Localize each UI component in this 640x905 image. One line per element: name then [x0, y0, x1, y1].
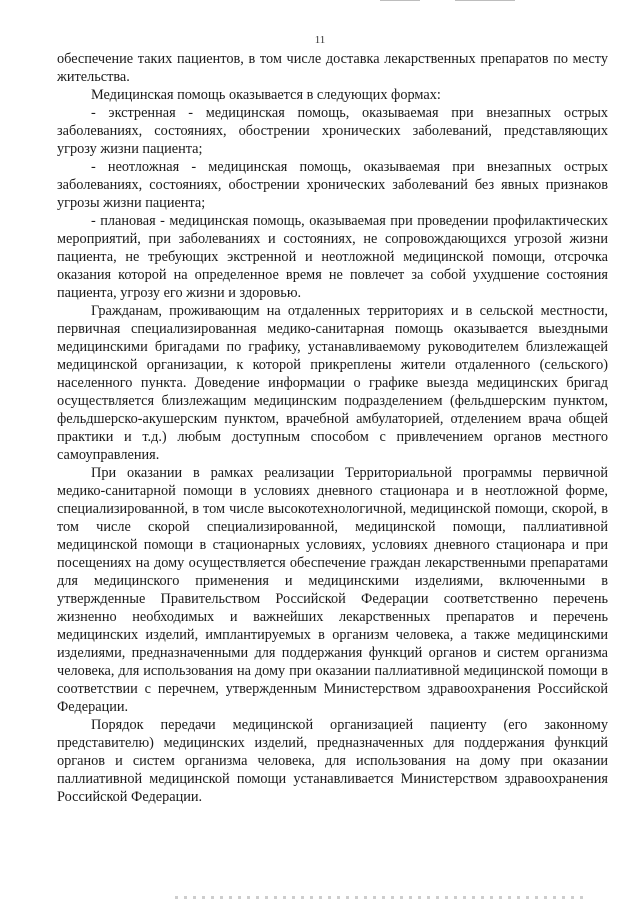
paragraph-8: Порядок передачи медицинской организацией пациенту (его законному представителю) медицинских изделий, предназначенных для поддержания функций органов и систем организма человека, для использования на дому при оказании паллиативной медицинской помощи устанавливается Министерством здравоохранения Российской Федерации.: [57, 717, 608, 805]
page-number: 11: [314, 34, 326, 46]
scan-bottom-noise: [175, 896, 585, 899]
scan-top-mark: [380, 0, 420, 1]
paragraph-2: Медицинская помощь оказывается в следующих формах:: [91, 87, 441, 103]
paragraph-1: обеспечение таких пациентов, в том числе доставка лекарственных препаратов по месту жительства.: [57, 51, 608, 85]
scan-top-mark-right: [455, 0, 515, 1]
paragraph-5: - плановая - медицинская помощь, оказываемая при проведении профилактических мероприятий, при заболеваниях и состояниях, не сопровождающихся угрозой жизни пациента, не требующих экстренной и неотложной медицинской помощи, отсрочка оказания которой на определенное время не повлечет за собой ухудшение состояния пациента, угрозу его жизни и здоровью.: [57, 213, 608, 301]
paragraph-3: - экстренная - медицинская помощь, оказываемая при внезапных острых заболеваниях, состояниях, обострении хронических заболеваний, представляющих угрозу жизни пациента;: [57, 105, 608, 157]
paragraph-4: - неотложная - медицинская помощь, оказываемая при внезапных острых заболеваниях, состояниях, обострении хронических заболеваний без явных признаков угрозы жизни пациента;: [57, 159, 608, 211]
paragraph-7: При оказании в рамках реализации Территориальной программы первичной медико-санитарной помощи в условиях дневного стационара и в неотложной форме, специализированной, в том числе высокотехнологичной, медицинской помощи, скорой, в том числе скорой специализированной, медицинской помощи, паллиативной медицинской помощи в стационарных условиях, условиях дневного стационара и при посещениях на дому осуществляется обеспечение граждан лекарственными препаратами для медицинского применения и медицинскими изделиями, включенными в утвержденные Правительством Российской Федерации соответственно перечень жизненно необходимых и важнейших лекарственных препаратов и перечень медицинских изделий, имплантируемых в организм человека, а также медицинскими изделиями, предназначенными для поддержания функций органов и систем организма человека, для использования на дому при оказании паллиативной медицинской помощи в соответствии с перечнем, утвержденным Министерством здравоохранения Российской Федерации.: [57, 465, 608, 715]
paragraph-6: Гражданам, проживающим на отдаленных территориях и в сельской местности, первичная специализированная медико-санитарная помощь оказывается выездными медицинскими бригадами по графику, устанавливаемому руководителем близлежащей медицинской организации, к которой прикреплены жители отдаленного (сельского) населенного пункта. Доведение информации о графике выезда медицинских бригад осуществляется близлежащим медицинским подразделением (фельдшерским пунктом, фельдшерско-акушерским пунктом, врачебной амбулаторией, отделением врача общей практики и т.д.) любым доступным способом с привлечением органов местного самоуправления.: [57, 303, 608, 463]
document-body: [57, 50, 608, 806]
